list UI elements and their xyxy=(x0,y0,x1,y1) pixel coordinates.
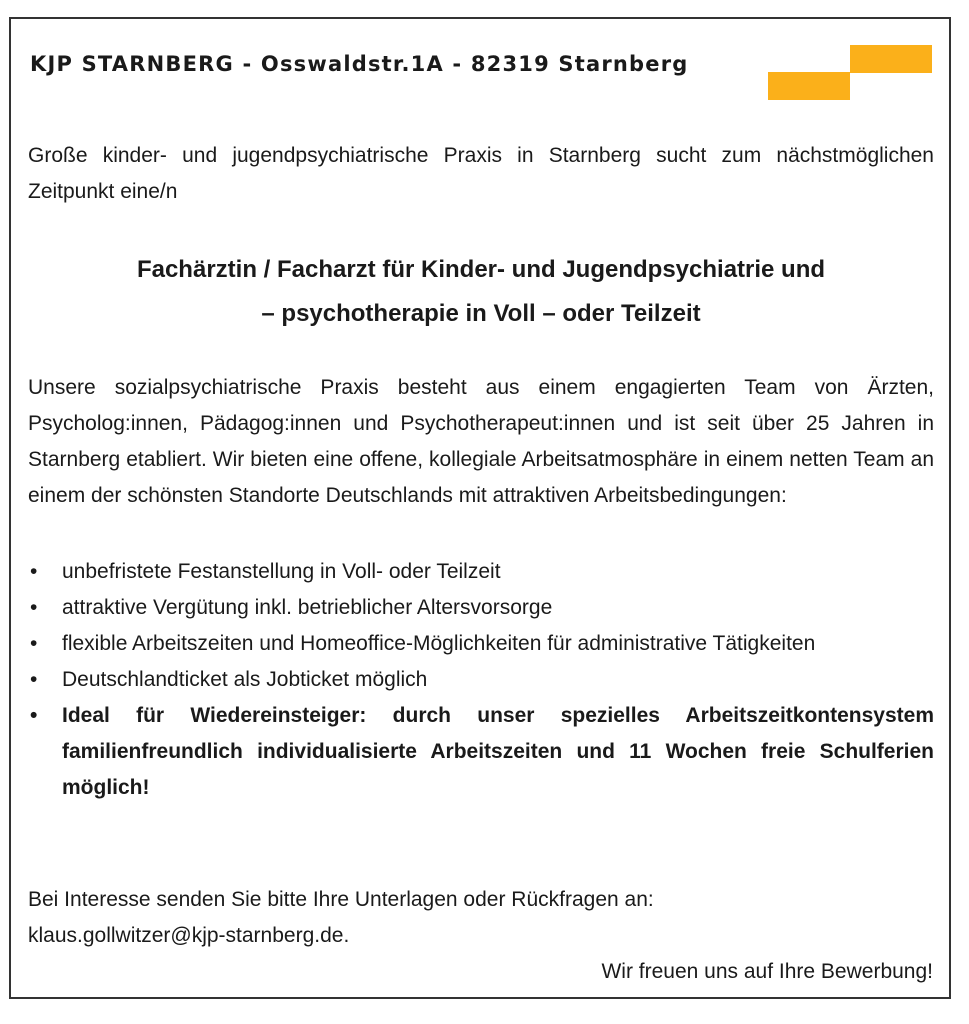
benefit-item xyxy=(28,590,934,626)
benefit-item xyxy=(28,554,934,590)
benefit-text: unbefristete Festanstellung in Voll- oder Teilzeit xyxy=(62,560,501,583)
bullet-icon: • xyxy=(30,560,38,583)
benefit-text: attraktive Vergütung inkl. betrieblicher Altersvorsorge xyxy=(62,596,553,619)
benefits-list xyxy=(28,554,934,806)
logo-bar-bottom xyxy=(768,72,850,100)
practice-address: KJP STARNBERG - Osswaldstr.1A - 82319 Starnberg xyxy=(30,52,689,76)
intro-text: Große kinder- und jugendpsychiatrische Praxis in Starnberg sucht zum nächstmöglichen Zeitpunkt eine/n xyxy=(28,144,934,203)
bullet-icon: • xyxy=(30,596,38,619)
benefit-item-highlight xyxy=(28,698,934,806)
benefit-item xyxy=(28,662,934,698)
benefit-text: Ideal für Wiedereinsteiger: durch unser spezielles Arbeitszeitkontensystem familienfreundlich individualisierte Arbeitszeiten und 11 Wochen freie Schulferien möglich! xyxy=(62,704,934,799)
benefit-text: Deutschlandticket als Jobticket möglich xyxy=(62,668,428,691)
contact-block xyxy=(28,882,934,954)
logo-bar-top xyxy=(850,45,932,73)
bullet-icon: • xyxy=(30,632,38,655)
practice-description: Unsere sozialpsychiatrische Praxis besteht aus einem engagierten Team von Ärzten, Psycholog:innen, Pädagog:innen und Psychotherapeut:innen und ist seit über 25 Jahren in Starnberg etabliert. Wir bieten eine offene, kollegiale Arbeitsatmosphäre in einem netten Team an einem der schönsten Standorte Deutschlands mit attraktiven Arbeitsbedingungen: xyxy=(28,376,934,507)
closing-line: Wir freuen uns auf Ihre Bewerbung! xyxy=(601,960,933,983)
contact-instruction: Bei Interesse senden Sie bitte Ihre Unterlagen oder Rückfragen an: xyxy=(28,888,654,911)
contact-email[interactable]: klaus.gollwitzer@kjp-starnberg.de. xyxy=(28,924,350,947)
bullet-icon: • xyxy=(30,704,38,727)
job-title xyxy=(28,248,934,336)
job-title-line-1: Fachärztin / Facharzt für Kinder- und Jugendpsychiatrie und xyxy=(136,256,826,283)
job-title-line-2: – psychotherapie in Voll – oder Teilzeit xyxy=(261,300,701,327)
benefit-text: flexible Arbeitszeiten und Homeoffice-Möglichkeiten für administrative Tätigkeiten xyxy=(62,632,816,655)
bullet-icon: • xyxy=(30,668,38,691)
benefit-item xyxy=(28,626,934,662)
